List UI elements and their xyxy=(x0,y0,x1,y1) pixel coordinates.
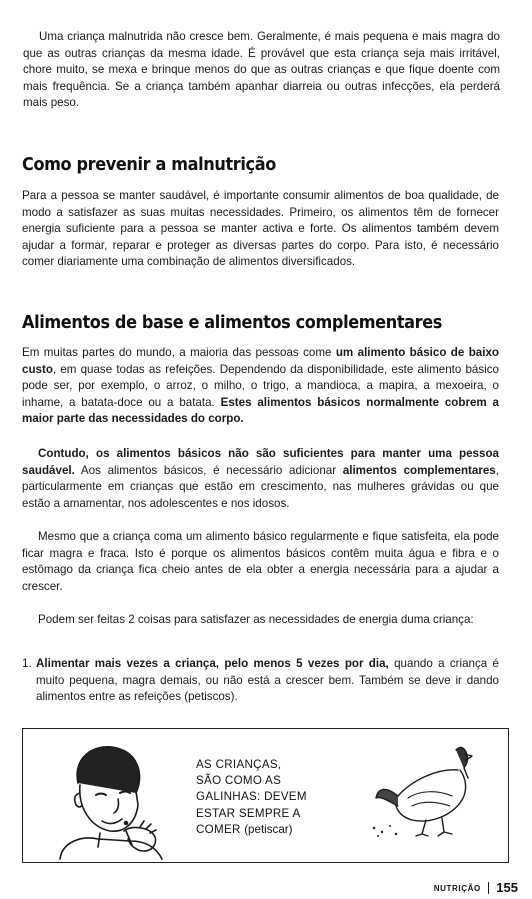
paragraph-mesmo: Mesmo que a criança coma um alimento básico regularmente e fique satisfeita, ela pode ficar magra e fraca. Isto é porque os alimentos básicos contêm muita água e fibra e o estômago da criança fica cheio antes de ela obter a energia necessária para a ajudar a crescer. xyxy=(22,530,499,593)
list-number: 1. xyxy=(22,657,32,670)
list-item-1 xyxy=(22,656,499,706)
heading-prevenir: Como prevenir a malnutrição xyxy=(22,155,276,175)
list-item-text: Alimentar mais vezes a criança, pelo menos 5 vezes por dia, quando a criança é muito pequena, magra demais, ou não está a crescer bem. Também se deve ir dando alimentos entre as refeições (petiscos). xyxy=(36,657,499,704)
paragraph-prevenir: Para a pessoa se manter saudável, é importante consumir alimentos de boa qualidade, de modo a satisfazer as suas muitas necessidades. Primeiro, os alimentos têm de fornecer energia suficiente para a pessoa se manter activa e forte. Os alimentos também devem ajudar a formar, reparar e proteger as diversas partes do corpo. Para isto, é necessário comer diariamente uma combinação de alimentos diversificados. xyxy=(22,189,499,269)
page-number: 155 xyxy=(496,880,518,895)
bold-contudo: Contudo, os alimentos básicos não são suficientes para manter uma pessoa saudável. xyxy=(22,447,499,477)
footer-section: NUTRIÇÃO xyxy=(433,884,481,893)
chicken-illustration xyxy=(368,740,478,840)
paragraph-podem: Podem ser feitas 2 coisas para satisfazer as necessidades de energia duma criança: xyxy=(38,613,474,626)
bold-necessidades: Estes alimentos básicos normalmente cobrem a maior parte das necessidades do corpo. xyxy=(22,395,500,426)
intro-paragraph: Uma criança malnutrida não cresce bem. Geralmente, é mais pequena e mais magra do que as outras crianças da mesma idade. É provável que esta criança seja mais irritável, chore muito, se mexa e brinque menos do que as outras crianças e que fique doente com mais frequência. Se a criança também apanhar diarreia ou outras infecções, ela perderá mais peso. xyxy=(23,30,500,110)
bold-alimentar: Alimentar mais vezes a criança, pelo menos 5 vezes por dia, xyxy=(36,657,389,670)
paragraph-alimento-basico: Em muitas partes do mundo, a maioria das pessoas come um alimento básico de baixo custo, em quase todas as refeições. Dependendo da disponibilidade, este alimento básico pode ser, por exemplo, o arroz, o milho, o trigo, a mandioca, a mapira, a mexoeira, o inhame, a batata-doce ou a batata. Estes alimentos básicos normalmente cobrem a maior parte das necessidades do corpo. xyxy=(22,346,500,426)
paragraph-contudo: Contudo, os alimentos básicos não são suficientes para manter uma pessoa saudável. Aos alimentos básicos, é necessário adicionar alimentos complementares, particularmente em crianças que estão em crescimento, nas mulheres grávidas ou que estão a amamentar, nos adolescentes e nos idosos. xyxy=(22,447,499,510)
bold-complementares: alimentos complementares xyxy=(342,463,496,477)
child-eating-illustration xyxy=(40,735,170,860)
heading-alimentos: Alimentos de base e alimentos complementares xyxy=(22,313,442,333)
bold-alimento-basico: um alimento básico de baixo custo xyxy=(22,346,499,376)
page-footer xyxy=(434,880,518,895)
illustration-caption: AS CRIANÇAS, SÃO COMO AS GALINHAS: DEVEM ESTAR SEMPRE A COMER (petiscar) xyxy=(196,758,307,836)
footer-divider xyxy=(488,882,490,894)
